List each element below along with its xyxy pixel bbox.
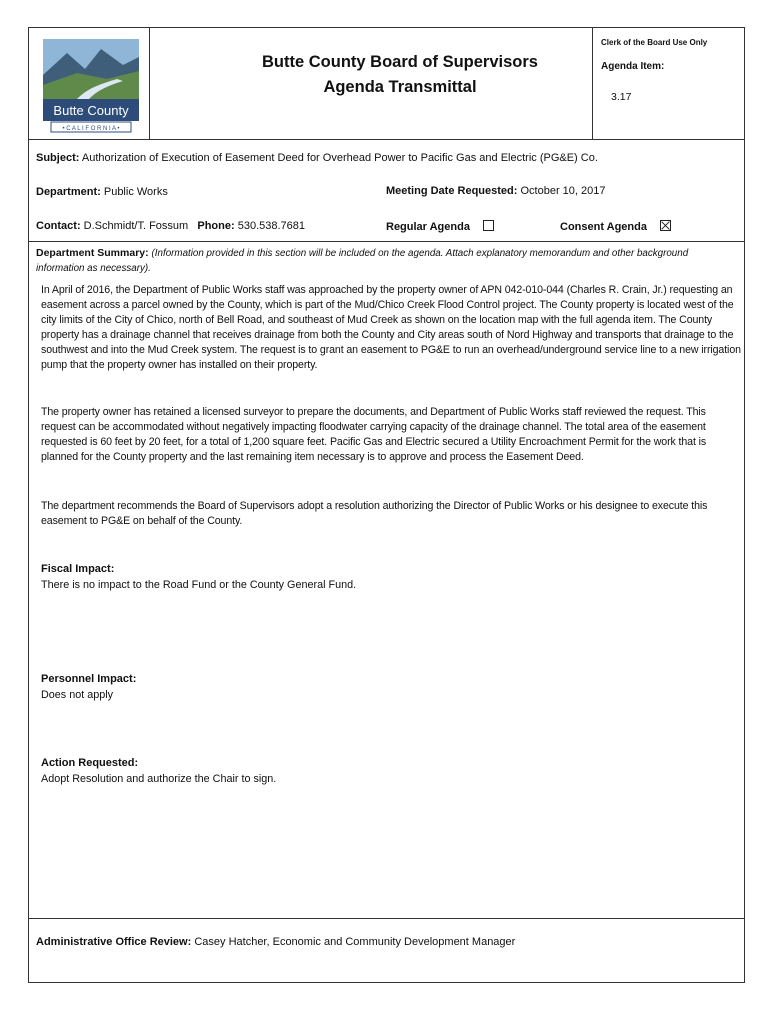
meeting-date-label: Meeting Date Requested:: [386, 185, 518, 197]
summary-paragraph: The department recommends the Board of Supervisors adopt a resolution authorizing the Director of Public Works or his designee to execute this easement to PG&E on behalf of the County.: [41, 500, 708, 527]
admin-review-label: Administrative Office Review:: [36, 936, 192, 948]
fiscal-impact-text: There is no impact to the Road Fund or the County General Fund.: [41, 579, 357, 591]
butte-county-logo: [37, 35, 145, 135]
summary-heading: Department Summary:: [36, 247, 149, 259]
consent-agenda-option[interactable]: [560, 220, 671, 233]
fiscal-impact-heading: Fiscal Impact:: [41, 563, 115, 575]
action-requested-heading: Action Requested:: [41, 757, 139, 769]
contact-label: Contact:: [36, 220, 81, 232]
agenda-item-label: Agenda Item:: [601, 61, 665, 72]
contact-row: [36, 220, 305, 232]
admin-review-value: Casey Hatcher, Economic and Community Development Manager: [194, 936, 516, 948]
regular-agenda-label: Regular Agenda: [386, 221, 470, 233]
transmittal-form: [28, 27, 745, 983]
subject-row: [36, 152, 598, 164]
clerk-use-note: Clerk of the Board Use Only: [601, 38, 708, 47]
board-title: Butte County Board of Supervisors: [262, 53, 538, 71]
meeting-date-value: October 10, 2017: [520, 185, 606, 197]
admin-review-row: [36, 936, 515, 948]
consent-agenda-label: Consent Agenda: [560, 221, 647, 233]
phone-value: 530.538.7681: [237, 220, 306, 232]
department-label: Department:: [36, 186, 101, 198]
summary-note: (Information provided in this section will be included on the agenda. Attach explanatory memorandum and other background information as necessary).: [36, 248, 689, 274]
regular-agenda-option[interactable]: [386, 220, 494, 233]
department-value: Public Works: [103, 186, 168, 198]
regular-agenda-checkbox[interactable]: [483, 220, 494, 231]
action-requested-text: Adopt Resolution and authorize the Chair to sign.: [41, 773, 277, 785]
agenda-item-value: 3.17: [611, 91, 632, 103]
department-row: [36, 186, 168, 198]
summary-paragraph: The property owner has retained a licensed surveyor to prepare the documents, and Department of Public Works staff reviewed the request. This request can be accommodated without negatively impacting floodwater carrying capacity of the drainage channel. The total area of the easement requested is 60 feet by 20 feet, for a total of 1,200 square feet. Pacific Gas and Electric secured a Utility Encroachment Permit for the work that is planned for the County property and the last remaining item necessary is to approve and process the Easement Deed.: [41, 406, 707, 463]
department-summary-header: [36, 246, 738, 276]
personnel-impact-text: Does not apply: [41, 689, 114, 701]
subject-value: Authorization of Execution of Easement Deed for Overhead Power to Pacific Gas and Electric (PG&E) Co.: [81, 152, 598, 164]
personnel-impact-heading: Personnel Impact:: [41, 673, 137, 685]
meeting-date-row: [386, 185, 606, 197]
consent-agenda-checkbox[interactable]: [660, 220, 671, 231]
contact-value: D.Schmidt/T. Fossum: [83, 220, 189, 232]
summary-paragraph: In April of 2016, the Department of Public Works staff was approached by the property owner of APN 042-010-044 (Charles R. Crain, Jr.) requesting an easement across a parcel owned by the County, which is part of the Mud/Chico Creek Flood Control project. The County property is located west of the city limits of the City of Chico, north of Bell Road, and southeast of Mud Creek as shown on the location map with the full agenda item. The County property has a drainage channel that receives drainage from both the County and City areas south of Nord Highway and transports that drainage to the southwest and into the Mud Creek system. The request is to grant an easement to PG&E to run an overhead/underground service line to a new irrigation pump that the property owner has installed on their property.: [41, 284, 741, 371]
transmittal-title: Agenda Transmittal: [323, 78, 477, 96]
logo-subtitle: • C A L I F O R N I A •: [62, 126, 120, 132]
logo-title: Butte County: [53, 103, 129, 118]
phone-label: Phone:: [197, 220, 235, 232]
subject-label: Subject:: [36, 152, 80, 164]
